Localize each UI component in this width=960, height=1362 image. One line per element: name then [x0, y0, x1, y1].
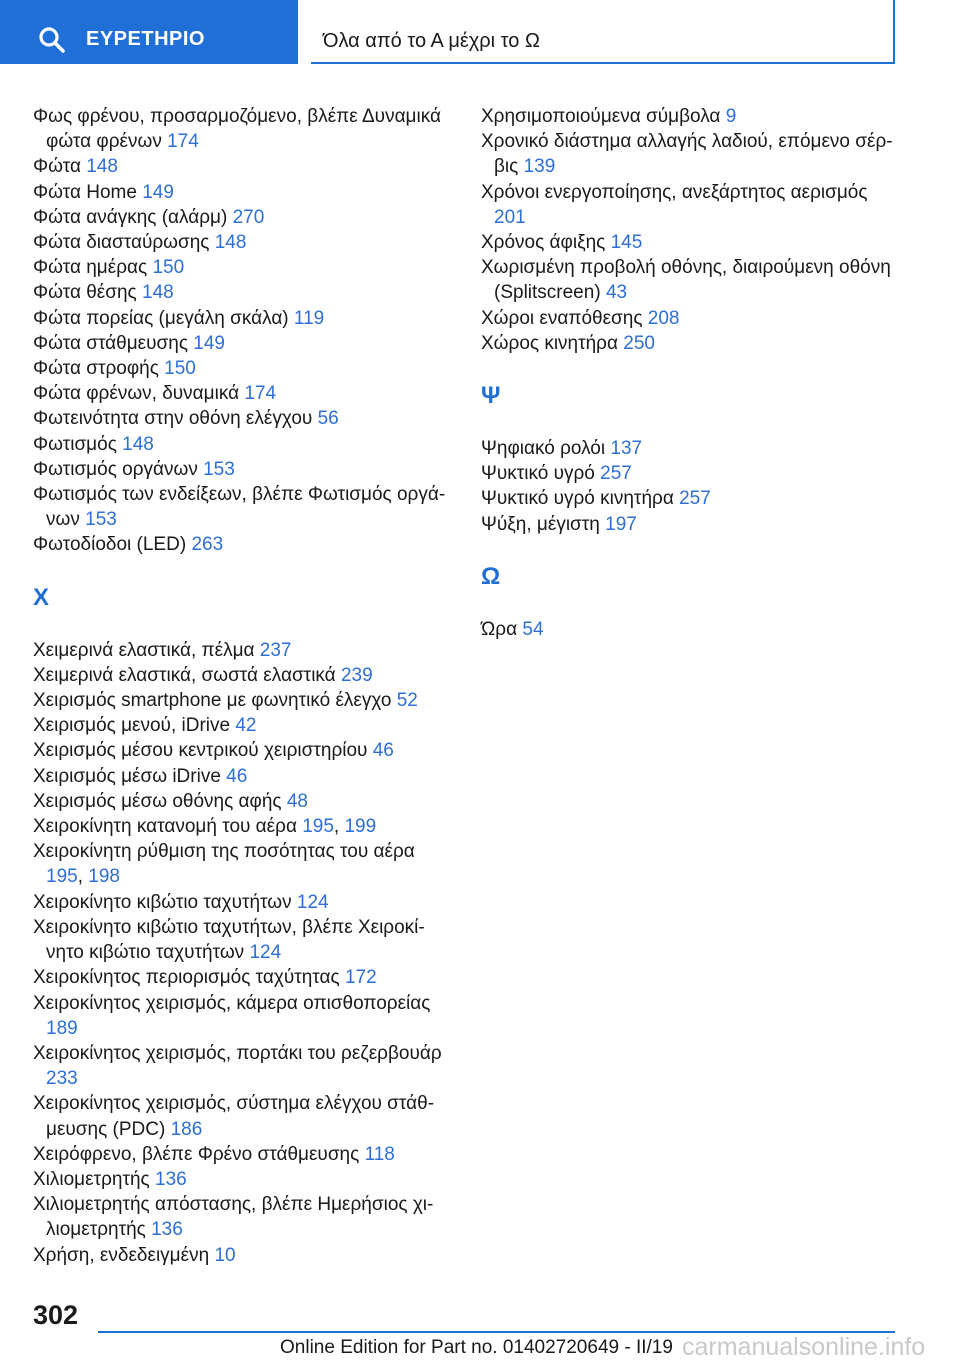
page-link[interactable]: 149 — [193, 332, 225, 354]
index-entry-text: Χειροκίνητο κιβώτιο ταχυτήτων — [33, 891, 292, 913]
section-letter: Ψ — [481, 382, 501, 410]
index-entry-text: Χειροκίνητη ρύθμιση της ποσότητας του αέρα — [33, 841, 415, 863]
index-entry-text: Φωτισμός — [33, 433, 117, 455]
index-entry-text: Χειροκίνητος χειρισμός, σύστημα ελέγχου στάθμευσης (PDC) — [33, 1093, 435, 1140]
index-entry — [33, 1192, 448, 1242]
page-link[interactable]: 198 — [88, 866, 120, 888]
page-link[interactable]: 52 — [396, 690, 418, 712]
page-link[interactable]: 148 — [122, 433, 154, 455]
page-link[interactable]: 237 — [259, 639, 292, 661]
index-entry — [33, 331, 448, 356]
index-entry-text: Χειρισμός smartphone με φωνητικό έλεγχο — [33, 690, 392, 712]
index-entry — [33, 991, 448, 1041]
index-entry — [33, 255, 448, 280]
index-entry-text: Χρόνος άφιξης — [481, 232, 606, 254]
index-entry — [33, 205, 448, 230]
index-entry — [481, 255, 901, 305]
index-entry-text: Χώροι εναπόθεσης — [481, 307, 643, 329]
index-entry — [33, 965, 448, 990]
page-link[interactable]: 250 — [623, 332, 655, 354]
page-link[interactable]: 153 — [85, 509, 117, 531]
section-letter: Ω — [481, 562, 501, 590]
page-link[interactable]: 48 — [286, 790, 308, 812]
page-link[interactable]: 139 — [523, 156, 556, 178]
index-entry-text: Χειροκίνητη κατανομή του αέρα — [33, 816, 297, 838]
index-entry — [481, 331, 901, 356]
page-link[interactable]: 119 — [293, 307, 325, 329]
index-entry — [481, 436, 901, 461]
page-link[interactable]: 201 — [494, 206, 526, 228]
index-entry-text: Φώτα — [33, 156, 81, 178]
page-link[interactable]: 9 — [725, 106, 737, 127]
index-entry — [33, 280, 448, 305]
index-entry-text: Φώτα Home — [33, 181, 137, 203]
search-icon — [38, 26, 66, 54]
index-entry — [33, 663, 448, 688]
index-entry — [33, 1041, 448, 1091]
index-entry — [33, 738, 448, 763]
index-entry — [481, 104, 901, 129]
index-entry — [33, 406, 448, 431]
page-link[interactable]: 172 — [344, 967, 377, 989]
index-entry — [33, 688, 448, 713]
index-entry — [481, 486, 901, 511]
page-link[interactable]: 150 — [164, 358, 196, 380]
index-entry — [33, 482, 448, 532]
index-entry-text: Χώρος κινητήρα — [481, 332, 618, 354]
index-entry: Χειροκίνητη ρύθμιση της ποσότητας του αέρα 195, 198 — [33, 841, 415, 888]
index-entry — [33, 154, 448, 179]
page-link[interactable]: 124 — [296, 891, 329, 913]
index-entry — [481, 230, 901, 255]
index-entry — [33, 230, 448, 255]
index-entry — [33, 638, 448, 663]
page-link[interactable]: 42 — [235, 715, 257, 737]
page-link[interactable]: 136 — [151, 1219, 183, 1241]
index-entry-text: Χειροκίνητο κιβώτιο ταχυτήτων, βλέπε Χειροκίνητο κιβώτιο ταχυτήτων — [33, 916, 425, 964]
index-entry — [33, 356, 448, 381]
tab-index-label: ΕΥΡΕΤΗΡΙΟ — [86, 28, 205, 50]
index-entry — [33, 432, 448, 457]
index-column-left — [33, 104, 448, 1268]
index-entry-text: Φώτα στάθμευσης — [33, 332, 188, 354]
index-entry-text: Φώτα ημέρας — [33, 257, 148, 279]
page-link[interactable]: 257 — [679, 488, 711, 510]
index-entry-text: Χειροκίνητος χειρισμός, κάμερα οπισθοπορείας — [33, 992, 431, 1014]
page-link[interactable]: 10 — [214, 1244, 236, 1266]
index-entry — [481, 512, 901, 537]
page-link[interactable]: 148 — [142, 282, 174, 304]
page-link[interactable]: 197 — [605, 513, 637, 535]
index-entry: Χειροκίνητη κατανομή του αέρα 195, 199 — [33, 816, 377, 838]
index-entry-text: Χειροκίνητος περιορισμός ταχύτητας — [33, 967, 340, 989]
page-link[interactable]: 270 — [232, 206, 265, 228]
index-entry-text: Χρονικό διάστημα αλλαγής λαδιού, επόμενο σέρβις — [481, 131, 893, 178]
index-entry-text: Ψυκτικό υγρό κινητήρα — [481, 488, 674, 510]
index-entry-text: Φωτισμός των ενδείξεων, βλέπε Φωτισμός οργάνων — [33, 484, 446, 531]
page-link[interactable]: 148 — [214, 232, 247, 254]
index-entry-text: Ψηφιακό ρολόι — [481, 438, 606, 460]
page-link[interactable]: 43 — [605, 282, 628, 304]
page-link[interactable]: 148 — [86, 156, 118, 178]
tab-index[interactable] — [0, 0, 298, 64]
index-entry-text: Χρησιμοποιούμενα σύμβολα — [481, 106, 721, 127]
index-entry-text: Ψυκτικό υγρό — [481, 463, 595, 485]
index-entry-text: Χιλιομετρητής απόστασης, βλέπε Ημερήσιος χιλιομετρητής — [33, 1194, 434, 1241]
index-entry-text: Φώτα πορείας (μεγάλη σκάλα) — [33, 307, 289, 329]
index-entry-text: Χωρισμένη προβολή οθόνης, διαιρούμενη οθόνη (Splitscreen) — [481, 257, 891, 304]
index-entry-text: Χειρόφρενο, βλέπε Φρένο στάθμευσης — [33, 1143, 360, 1165]
index-entry-text: Φωτισμός οργάνων — [33, 458, 198, 480]
index-entry-text: Χειρισμός μέσω iDrive — [33, 765, 221, 787]
index-entry-text: Χιλιομετρητής — [33, 1168, 150, 1190]
index-entry-text: Φώτα στροφής — [33, 358, 159, 380]
index-entry-text: Φως φρένου, προσαρμοζόμενο, βλέπε Δυναμικά φώτα φρένων — [33, 106, 441, 153]
page-link[interactable]: 145 — [610, 232, 643, 254]
page-link[interactable]: 149 — [142, 181, 174, 203]
edition-text: Online Edition for Part no. 01402720649 - II/19 — [280, 1337, 673, 1358]
page-link[interactable]: 239 — [340, 664, 373, 686]
page-link[interactable]: 233 — [46, 1068, 78, 1090]
page-link[interactable]: 137 — [610, 438, 643, 460]
page-link[interactable]: 263 — [191, 534, 224, 556]
header-bar — [0, 0, 960, 66]
page-link[interactable]: 195 — [302, 816, 334, 838]
index-entry — [33, 890, 448, 915]
index-entry — [481, 129, 901, 179]
page-link[interactable]: 174 — [244, 383, 277, 405]
page-link[interactable]: 208 — [647, 307, 680, 329]
page-link[interactable]: 124 — [249, 942, 282, 964]
index-entry — [33, 180, 448, 205]
page-number: 302 — [33, 1300, 79, 1330]
index-column-right — [481, 104, 901, 642]
index-entry — [33, 915, 448, 965]
index-entry-text: Ώρα — [481, 618, 518, 640]
page-link[interactable]: 46 — [372, 740, 394, 762]
page-link[interactable]: 257 — [600, 463, 632, 485]
index-entry-text: Φωτεινότητα στην οθόνη ελέγχου — [33, 408, 313, 430]
index-entry-text: Χειμερινά ελαστικά, πέλμα — [33, 639, 255, 661]
page-link[interactable]: 118 — [364, 1143, 395, 1165]
section-letter: Χ — [33, 583, 50, 611]
index-entry — [33, 789, 448, 814]
page-link[interactable]: 150 — [152, 257, 185, 279]
page-link[interactable]: 54 — [522, 618, 544, 640]
page-link[interactable]: 195 — [46, 866, 78, 888]
index-entry-text: Ψύξη, μέγιστη — [481, 513, 600, 535]
index-entry-text: Φώτα ανάγκης (αλάρμ) — [33, 206, 228, 228]
index-entry-text: Φώτα θέσης — [33, 282, 137, 304]
index-entry-text: Χρήση, ενδεδειγμένη — [33, 1244, 210, 1266]
index-entry — [33, 1167, 448, 1192]
index-entry — [33, 457, 448, 482]
index-entry-text: Χρόνοι ενεργοποίησης, ανεξάρτητος αερισμός — [481, 181, 868, 203]
index-entry — [481, 180, 901, 230]
page-link[interactable]: 199 — [344, 816, 377, 838]
tab-range-label: Όλα από το Α μέχρι το Ω — [323, 30, 540, 52]
index-entry-text: Χειροκίνητος χειρισμός, πορτάκι του ρεζερβουάρ — [33, 1042, 442, 1064]
index-entry — [33, 713, 448, 738]
index-entry — [33, 1243, 448, 1268]
index-entry-text: Φώτα διασταύρωσης — [33, 232, 210, 254]
index-entry — [481, 306, 901, 331]
index-entry — [33, 764, 448, 789]
index-entry-text: Φωτοδίοδοι (LED) — [33, 534, 187, 556]
index-entry — [33, 104, 448, 154]
page-link[interactable]: 136 — [155, 1168, 187, 1190]
index-entry — [33, 381, 448, 406]
page-link[interactable]: 153 — [203, 458, 235, 480]
index-entry-text: Χειρισμός μέσου κεντρικού χειριστηρίου — [33, 740, 368, 762]
page-link[interactable]: 46 — [226, 765, 248, 787]
page-link[interactable]: 189 — [46, 1017, 78, 1039]
watermark: carmanualsonline.info — [682, 1333, 926, 1361]
index-entry — [33, 1142, 448, 1167]
index-entry-text: Χειρισμός μενού, iDrive — [33, 715, 231, 737]
page-link[interactable]: 186 — [170, 1118, 203, 1140]
tab-range[interactable] — [311, 0, 895, 64]
page-link[interactable]: 56 — [317, 408, 339, 430]
index-entry — [33, 532, 448, 557]
index-entry — [481, 617, 901, 642]
index-entry-text: Χειμερινά ελαστικά, σωστά ελαστικά — [33, 664, 336, 686]
index-entry — [481, 461, 901, 486]
index-entry — [33, 1091, 448, 1141]
index-entry-text: Φώτα φρένων, δυναμικά — [33, 383, 240, 405]
index-entry — [33, 306, 448, 331]
page-link[interactable]: 174 — [167, 131, 199, 153]
index-entry-text: Χειρισμός μέσω οθόνης αφής — [33, 790, 282, 812]
